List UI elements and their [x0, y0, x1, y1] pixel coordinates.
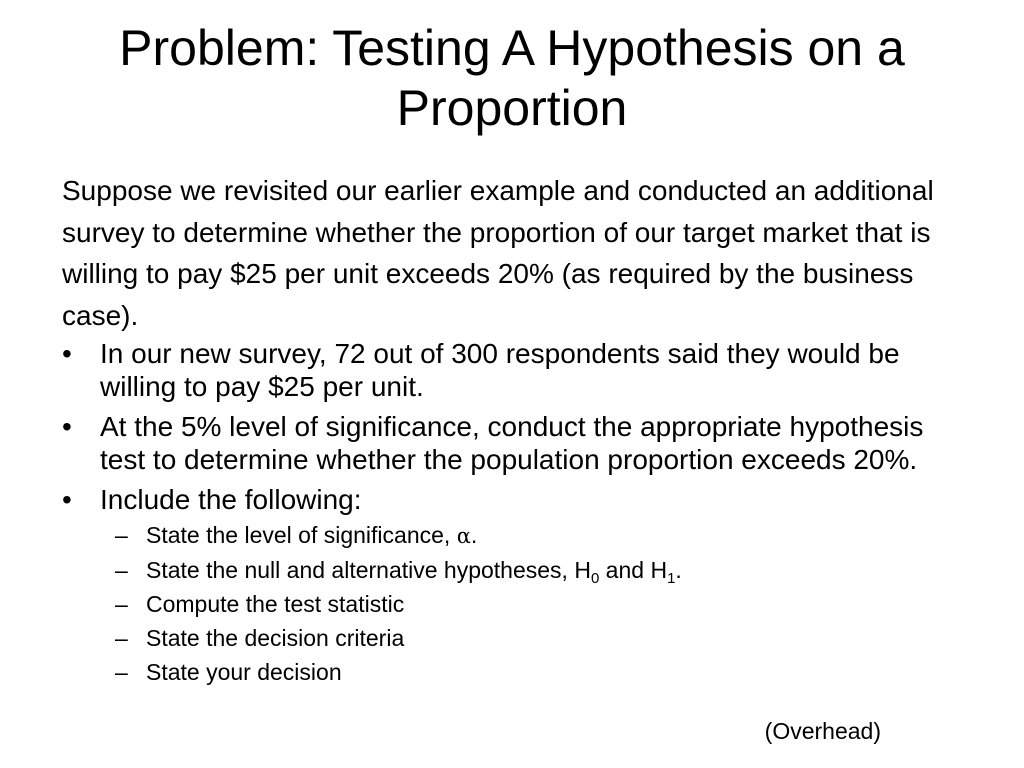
sub-marker: –	[115, 625, 128, 651]
bullet-marker: •	[62, 411, 72, 442]
sub-marker: –	[115, 591, 128, 617]
sub-item-hypotheses	[100, 557, 972, 587]
sub-marker: –	[115, 522, 128, 548]
sub-text: State your decision	[146, 659, 342, 685]
slide-title: Problem: Testing A Hypothesis on a Proportion	[119, 20, 905, 136]
alt-hypothesis-subscript: 1	[667, 570, 676, 587]
sub-text: State the decision criteria	[146, 625, 405, 651]
bullet-survey-result	[62, 337, 972, 403]
bullet-marker: •	[62, 338, 72, 369]
sub-text-and: and H	[599, 557, 668, 583]
sub-marker: –	[115, 659, 128, 685]
sub-list	[100, 522, 972, 686]
sub-marker: –	[115, 557, 128, 583]
overhead-note: (Overhead)	[764, 718, 881, 744]
bullet-list	[62, 337, 972, 693]
bullet-marker: •	[62, 484, 72, 515]
sub-item-decision-criteria	[100, 625, 972, 652]
sub-item-decision	[100, 659, 972, 686]
bullet-significance-test	[62, 410, 972, 476]
intro-paragraph: Suppose we revisited our earlier example and conducted an additional survey to determine whether the proportion of our target market that is willing to pay $25 per unit exceeds 20% (as required by the business case).	[62, 175, 934, 331]
sub-text-suffix: .	[675, 557, 682, 583]
bullet-text: In our new survey, 72 out of 300 respondents said they would be willing to pay $25 per unit.	[100, 338, 900, 402]
null-hypothesis-subscript: 0	[590, 570, 600, 587]
sub-item-compute-statistic	[100, 591, 972, 618]
sub-item-significance-level	[100, 522, 972, 550]
bullet-include-following	[62, 483, 972, 686]
sub-text-suffix: .	[470, 522, 478, 548]
alpha-symbol: α	[456, 524, 471, 548]
sub-text-prefix: State the null and alternative hypotheses, H	[146, 557, 591, 583]
sub-text-prefix: State the level of significance,	[146, 522, 457, 548]
bullet-text: Include the following:	[100, 484, 362, 515]
bullet-text: At the 5% level of significance, conduct the appropriate hypothesis test to determine whether the population proportion exceeds 20%.	[100, 411, 924, 475]
sub-text: Compute the test statistic	[146, 591, 405, 617]
